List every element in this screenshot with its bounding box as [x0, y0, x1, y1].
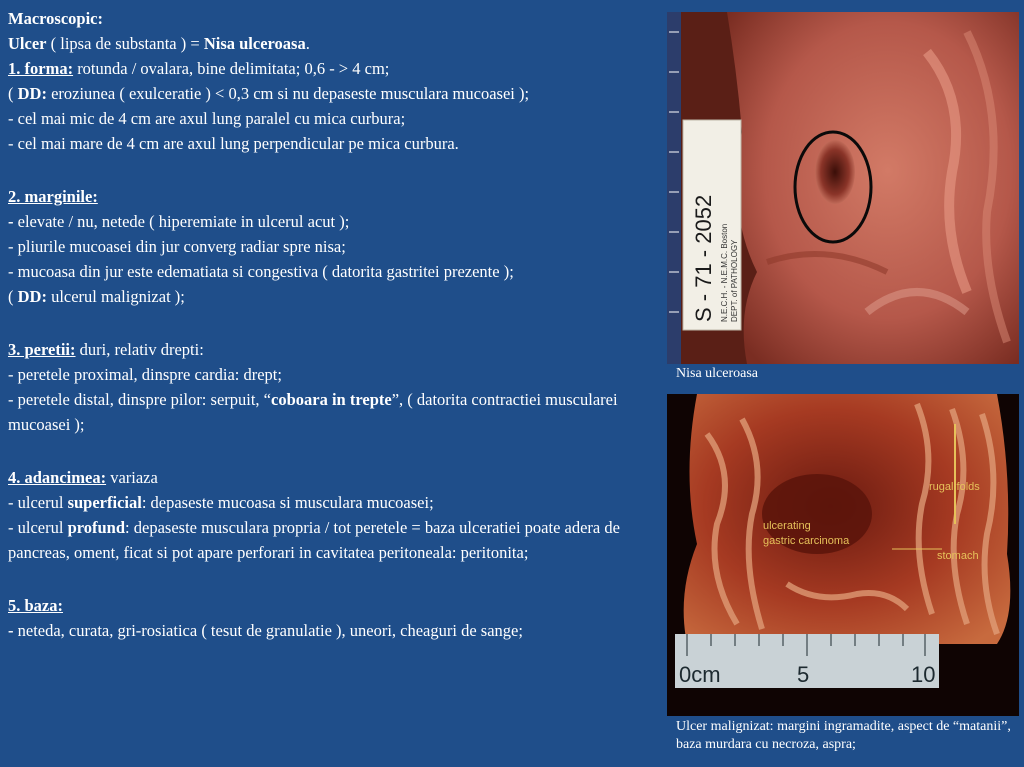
section-adancimea-line2: - ulcerul superficial: depaseste mucoasa si musculara mucoasei; — [8, 493, 434, 512]
ulcer-specimen-photo — [667, 12, 1019, 364]
svg-text:5: 5 — [797, 662, 810, 687]
svg-text:0cm: 0cm — [679, 662, 721, 687]
photo2-caption: Ulcer malignizat: margini ingramadite, aspect de “matanii”, baza murdara cu necroza, aspra; — [676, 719, 1011, 752]
malignant-ulcer-photo — [667, 394, 1019, 716]
svg-text:ulcerating: ulcerating — [763, 520, 811, 532]
section-baza-line1: - neteda, curata, gri-rosiatica ( tesut de granulatie ), uneori, cheaguri de sange; — [8, 621, 523, 640]
heading: Macroscopic: — [8, 9, 103, 28]
section-peretii-line2: - peretele proximal, dinspre cardia: drept; — [8, 365, 282, 384]
svg-text:gastric carcinoma: gastric carcinoma — [763, 535, 850, 547]
section-forma-line1: 1. forma: rotunda / ovalara, bine delimitata; 0,6 - > 4 cm; — [8, 59, 390, 78]
section-marginile-line2: - pliurile mucoasei din jur converg radiar spre nisa; — [8, 237, 346, 256]
svg-text:DEPT. of PATHOLOGY: DEPT. of PATHOLOGY — [730, 239, 739, 322]
section-baza-title: 5. baza: — [8, 596, 63, 615]
svg-text:N.E.C.H. - N.E.M.C. Boston: N.E.C.H. - N.E.M.C. Boston — [720, 223, 729, 322]
section-adancimea-line1: 4. adancimea: variaza — [8, 468, 158, 487]
section-forma-line4: - cel mai mare de 4 cm are axul lung perpendicular pe mica curbura. — [8, 134, 459, 153]
svg-text:S - 71 - 2052: S - 71 - 2052 — [691, 194, 716, 322]
section-marginile-line1: - elevate / nu, netede ( hiperemiate in ulcerul acut ); — [8, 212, 350, 231]
svg-text:10: 10 — [911, 662, 936, 687]
section-adancimea-line3: - ulcerul profund: depaseste musculara propria / tot peretele = baza ulceratiei poate adera de pancreas, oment, ficat si pot apare perforari in cavitatea peritoneala: peritonita; — [8, 518, 620, 562]
ulcer-definition: Ulcer ( lipsa de substanta ) = Nisa ulceroasa. — [8, 34, 310, 53]
section-marginile-line3: - mucoasa din jur este edematiata si congestiva ( datorita gastritei prezente ); — [8, 262, 514, 281]
section-forma-line2: ( DD: eroziunea ( exulceratie ) < 0,3 cm si nu depaseste musculara mucoasei ); — [8, 84, 530, 103]
section-peretii-line3: - peretele distal, dinspre pilor: serpuit, “coboara in trepte”, ( datorita contractiei muscularei mucoasei ); — [8, 390, 618, 434]
section-marginile-title: 2. marginile: — [8, 187, 98, 206]
section-forma-line3: - cel mai mic de 4 cm are axul lung paralel cu mica curbura; — [8, 109, 406, 128]
svg-text:rugal folds: rugal folds — [929, 481, 980, 493]
svg-text:stomach: stomach — [937, 550, 979, 562]
section-peretii-line1: 3. peretii: duri, relativ drepti: — [8, 340, 204, 359]
section-marginile-line4: ( DD: ulcerul malignizat ); — [8, 287, 185, 306]
photo1-caption: Nisa ulceroasa — [676, 366, 759, 381]
text-column — [8, 6, 658, 643]
